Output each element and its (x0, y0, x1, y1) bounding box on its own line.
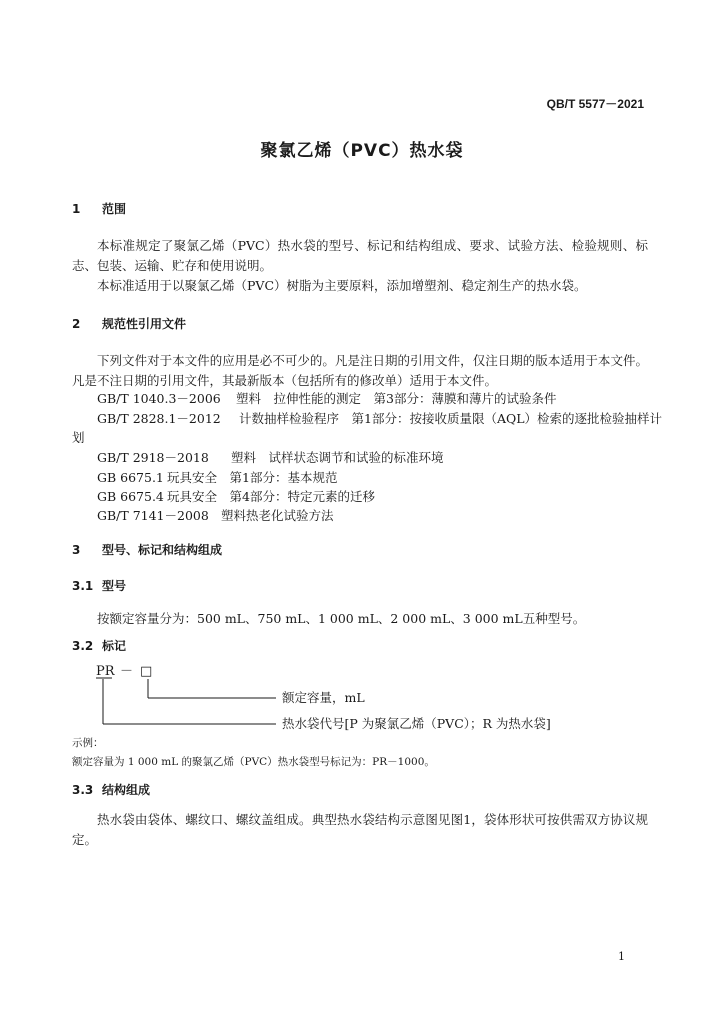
section-title: 型号、标记和结构组成 (102, 543, 223, 557)
section-title: 规范性引用文件 (102, 317, 187, 331)
reference-code: GB 6675.4 (97, 489, 164, 504)
marking-code-dash: － (120, 664, 134, 679)
section-title: 标记 (102, 639, 127, 653)
section-number: 3.1 (72, 579, 94, 593)
reference-item (97, 506, 334, 524)
reference-code: GB/T 2828.1－2012 (97, 411, 221, 426)
references-intro: 下列文件对于本文件的应用是必不可少的。凡是注日期的引用文件，仅注日期的版本适用于本文件。凡是不注日期的引用文件，其最新版本（包括所有的修改单）适用于本文件。 (72, 353, 648, 388)
reference-title: 玩具安全 第4部分：特定元素的迁移 (167, 489, 375, 504)
reference-title: 塑料 试样状态调节和试验的标准环境 (231, 450, 444, 465)
subsection-3-1-heading (72, 577, 126, 594)
reference-item (97, 448, 444, 466)
reference-title: 玩具安全 第1部分：基本规范 (167, 470, 338, 485)
marking-code-box: □ (140, 664, 153, 679)
example-text: 额定容量为 1 000 mL 的聚氯乙烯（PVC）热水袋型号标记为：PR－1000。 (72, 756, 435, 768)
structure-paragraph: 热水袋由袋体、螺纹口、螺纹盖组成。典型热水袋结构示意图见图1，袋体形状可按供需双方协议规定。 (72, 812, 648, 847)
section-title: 结构组成 (102, 783, 151, 797)
marking-capacity-label: 额定容量，mL (282, 690, 365, 705)
document-title: 聚氯乙烯（PVC）热水袋 (260, 141, 464, 161)
reference-code: GB/T 7141－2008 (97, 508, 209, 523)
section-number: 2 (72, 317, 81, 331)
model-sizes-text: 按额定容量分为：500 mL、750 mL、1 000 mL、2 000 mL、3 000 mL五种型号。 (97, 611, 586, 626)
section-1-heading (72, 200, 126, 217)
reference-item (97, 487, 375, 505)
marking-diagram (90, 660, 290, 735)
section-title: 范围 (102, 202, 127, 216)
section-number: 3 (72, 543, 81, 557)
example-label: 示例： (72, 737, 104, 749)
reference-title: 塑料热老化试验方法 (221, 508, 334, 523)
reference-wrap-text: 划 (72, 430, 85, 445)
reference-item (97, 389, 556, 407)
reference-item (97, 468, 337, 486)
reference-code: GB/T 2918－2018 (97, 450, 209, 465)
standard-code: QB/T 5577－2021 (546, 97, 644, 111)
scope-paragraph-1: 本标准规定了聚氯乙烯（PVC）热水袋的型号、标记和结构组成、要求、试验方法、检验规则、标志、包装、运输、贮存和使用说明。 (72, 238, 648, 273)
reference-code: GB 6675.1 (97, 470, 164, 485)
reference-title: 塑料 拉伸性能的测定 第3部分：薄膜和薄片的试验条件 (236, 391, 557, 406)
reference-item (97, 409, 662, 427)
section-number: 3.2 (72, 639, 94, 653)
scope-paragraph-2: 本标准适用于以聚氯乙烯（PVC）树脂为主要原料，添加增塑剂、稳定剂生产的热水袋。 (97, 278, 587, 293)
page-number: 1 (618, 950, 625, 963)
reference-title: 计数抽样检验程序 第1部分：按接收质量限（AQL）检索的逐批检验抽样计 (239, 411, 663, 426)
section-2-heading (72, 315, 186, 332)
subsection-3-3-heading (72, 781, 150, 798)
section-3-heading (72, 541, 222, 558)
subsection-3-2-heading (72, 637, 126, 654)
reference-code: GB/T 1040.3－2006 (97, 391, 221, 406)
marking-code-label: 热水袋代号[P 为聚氯乙烯（PVC）；R 为热水袋] (282, 716, 551, 731)
section-number: 1 (72, 202, 81, 216)
section-title: 型号 (102, 579, 127, 593)
marking-code-prefix: PR (96, 664, 115, 679)
section-number: 3.3 (72, 783, 94, 797)
